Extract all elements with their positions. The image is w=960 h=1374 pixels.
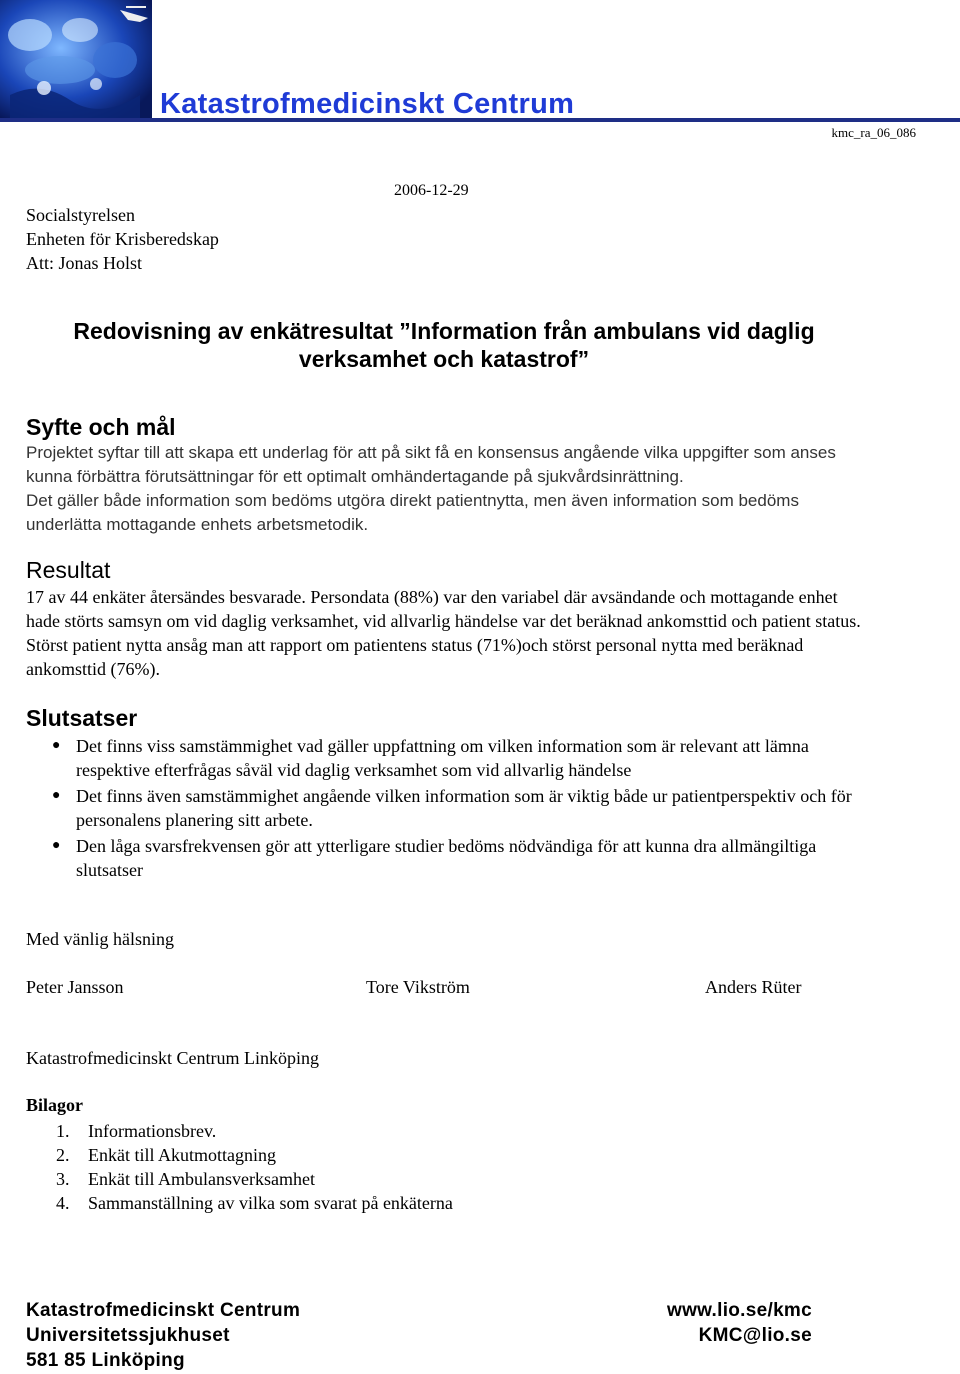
list-item (56, 1167, 453, 1191)
section-heading-slutsatser: Slutsatser (26, 705, 138, 731)
recipient-line: Socialstyrelsen (26, 205, 135, 225)
section-heading-resultat: Resultat (26, 557, 111, 583)
syfte-paragraph: Det gäller både information som bedöms utgöra direkt patientnytta, men även information som bedöms underlätta mottagande enhets arbetsmetodik. (26, 491, 799, 534)
list-item (56, 1143, 453, 1167)
recipient-line: Enheten för Krisberedskap (26, 229, 219, 249)
list-item (56, 1191, 453, 1215)
attachment-label: Enkät till Ambulansverksamhet (88, 1169, 315, 1189)
recipient-line: Att: Jonas Holst (26, 253, 143, 273)
footer-contact (667, 1298, 812, 1348)
list-item-text: Det finns även samstämmighet angående vilken information som är viktig både ur patientperspektiv och för personalens planering sitt arbete. (76, 786, 852, 830)
list-number: 1. (56, 1121, 70, 1141)
signatory-name: Tore Vikström (366, 977, 470, 997)
closing-greeting: Med vänlig hälsning (26, 929, 174, 949)
attachments-heading: Bilagor (26, 1095, 83, 1115)
recipient-address (26, 203, 219, 275)
footer-website-link[interactable]: www.lio.se/kmc (667, 1300, 812, 1321)
list-item (50, 784, 870, 832)
footer-line: Katastrofmedicinskt Centrum (26, 1300, 301, 1321)
conclusions-list (50, 734, 870, 884)
list-item (50, 734, 870, 782)
organization-title: Katastrofmedicinskt Centrum (160, 88, 575, 120)
title-line: Redovisning av enkätresultat ”Information från ambulans vid daglig (73, 318, 815, 344)
footer-line: Universitetssjukhuset (26, 1325, 230, 1346)
bullet-icon: ● (52, 838, 61, 853)
document-date: 2006-12-29 (394, 182, 469, 199)
document-title (0, 317, 888, 373)
signatory-name: Peter Jansson (26, 977, 124, 997)
footer-address (26, 1298, 300, 1373)
footer-line: 581 85 Linköping (26, 1350, 185, 1371)
title-line: verksamhet och katastrof” (298, 346, 590, 372)
document-reference: kmc_ra_06_086 (831, 125, 916, 140)
attachment-label: Sammanställning av vilka som svarat på enkäterna (88, 1193, 453, 1213)
attachments-list (56, 1119, 453, 1215)
list-item (50, 834, 870, 882)
list-number: 2. (56, 1145, 70, 1165)
footer-email-link[interactable]: KMC@lio.se (698, 1325, 812, 1346)
bullet-icon: ● (52, 788, 61, 803)
syfte-paragraph: Projektet syftar till att skapa ett underlag för att på sikt få en konsensus angående vilka uppgifter som anses kunna förbättra förutsättningar för ett optimalt omhändertagande på sjukvårdsinrättning. (26, 443, 836, 486)
attachment-label: Informationsbrev. (88, 1121, 217, 1141)
resultat-paragraph: 17 av 44 enkäter återsändes besvarade. Persondata (88%) var den variabel där avsändande och mottagande enhet hade störts samsyn om vid daglig verksamhet, vid allvarlig händelse var det beräknad ankomsttid och patient status. Störst patient nytta ansåg man att rapport om patientens status (71%)och störst personal nytta med beräknad ankomsttid (76%). (26, 587, 861, 679)
bullet-icon: ● (52, 738, 61, 753)
list-item-text: Det finns viss samstämmighet vad gäller uppfattning om vilken information som är relevant att lämna respektive efterfrågas såväl vid daglig verksamhet som vid allvarlig händelse (76, 736, 809, 780)
list-item (56, 1119, 453, 1143)
signatory-name: Anders Rüter (705, 977, 802, 997)
section-heading-syfte: Syfte och mål (26, 414, 176, 440)
organization-logo (0, 0, 152, 120)
list-number: 3. (56, 1169, 70, 1189)
organization-city: Katastrofmedicinskt Centrum Linköping (26, 1048, 319, 1068)
list-item-text: Den låga svarsfrekvensen gör att ytterligare studier bedöms nödvändiga för att kunna dra allmängiltiga slutsatser (76, 836, 817, 880)
list-number: 4. (56, 1193, 70, 1213)
attachment-label: Enkät till Akutmottagning (88, 1145, 276, 1165)
